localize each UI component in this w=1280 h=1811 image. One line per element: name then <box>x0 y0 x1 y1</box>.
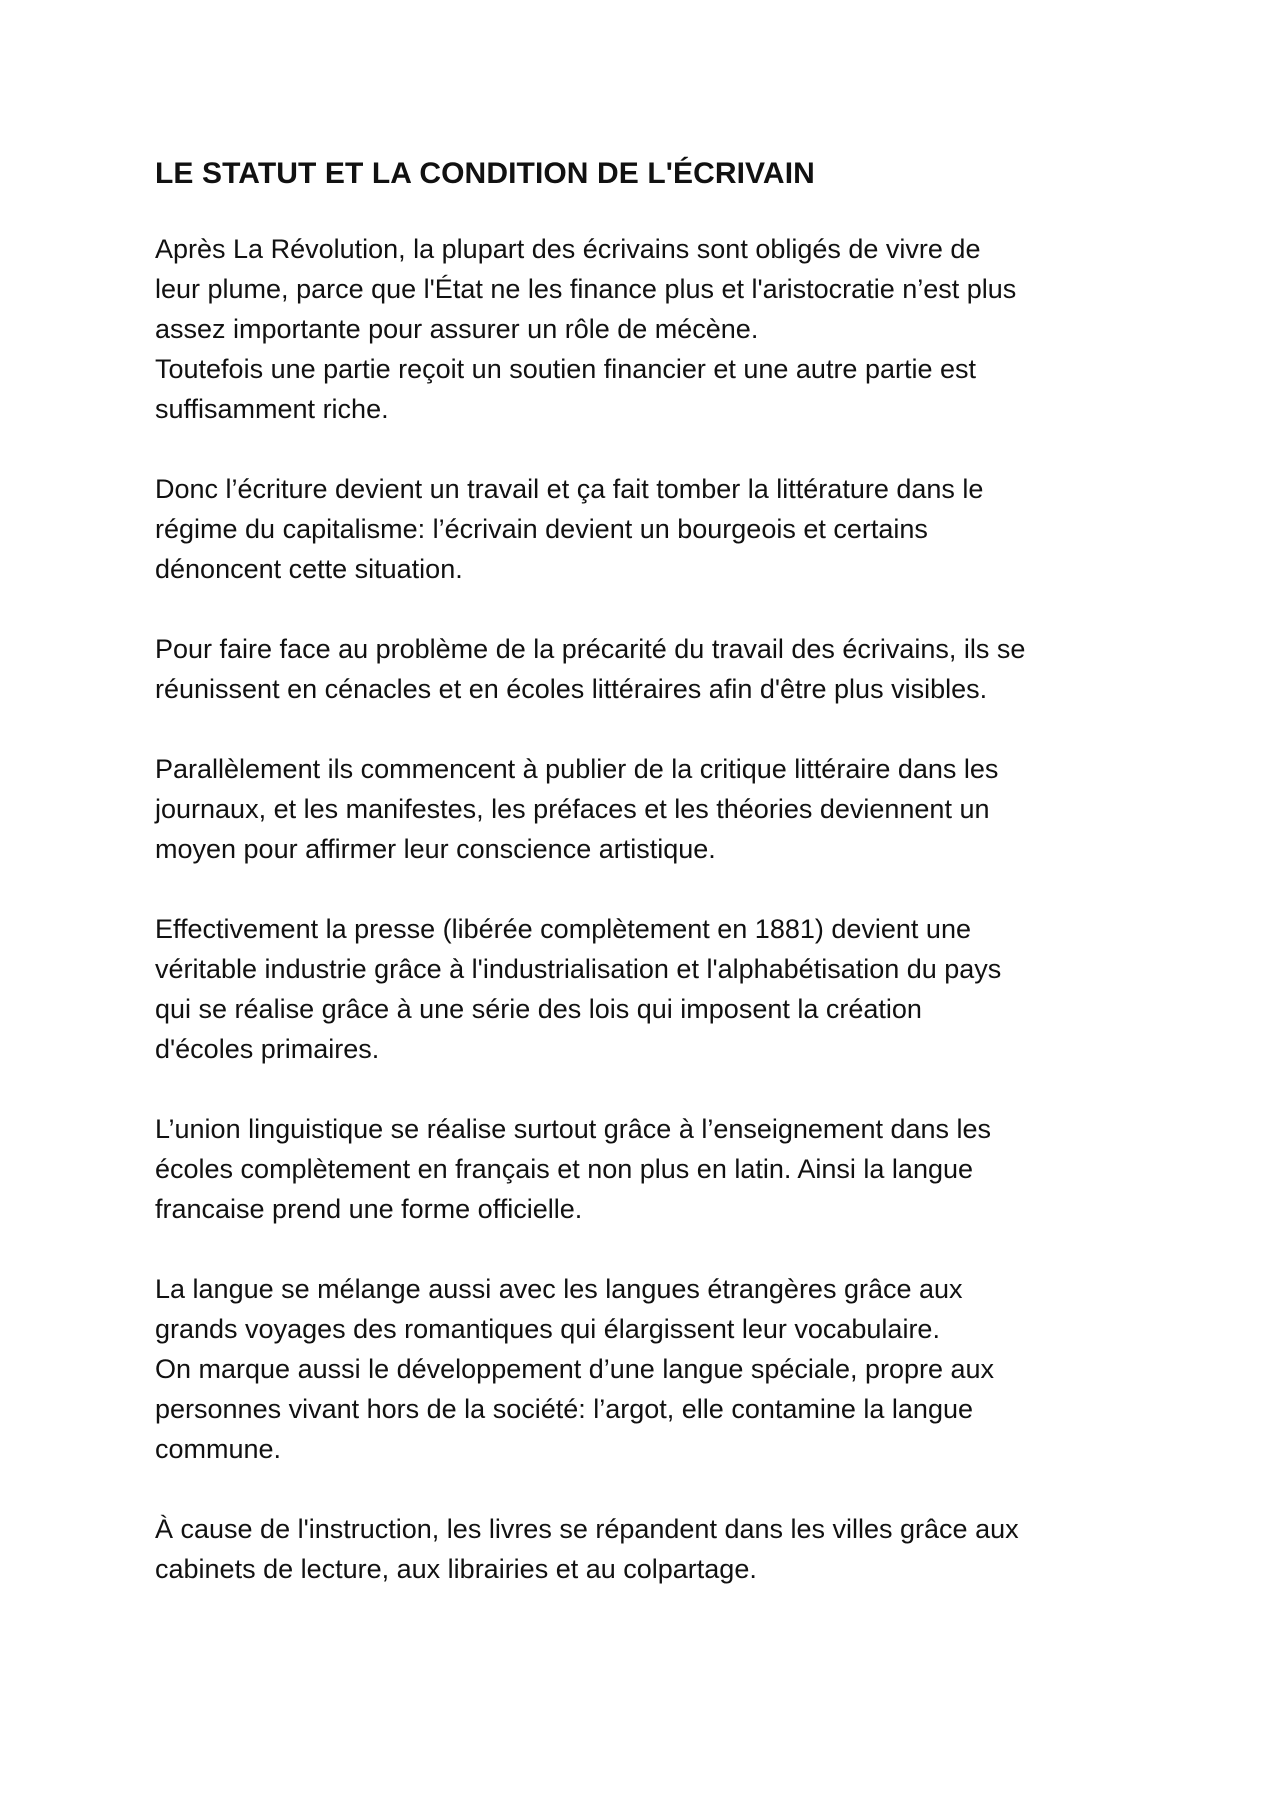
paragraph-line: Après La Révolution, la plupart des écrivains sont obligés de vivre de <box>155 234 981 264</box>
paragraph-line: À cause de l'instruction, les livres se répandent dans les villes grâce aux <box>155 1514 1019 1544</box>
paragraph-line: assez importante pour assurer un rôle de mécène. <box>155 314 759 344</box>
paragraph-line: leur plume, parce que l'État ne les finance plus et l'aristocratie n’est plus <box>155 274 1017 304</box>
paragraph-5 <box>155 909 1155 1069</box>
paragraph-line: L’union linguistique se réalise surtout grâce à l’enseignement dans les <box>155 1114 992 1144</box>
paragraph-line: Parallèlement ils commencent à publier de la critique littéraire dans les <box>155 754 999 784</box>
paragraph-1 <box>155 229 1155 429</box>
paragraph-6 <box>155 1109 1155 1229</box>
paragraph-line: véritable industrie grâce à l'industrialisation et l'alphabétisation du pays <box>155 954 1002 984</box>
paragraph-line: Donc l’écriture devient un travail et ça fait tomber la littérature dans le <box>155 474 984 504</box>
paragraph-line: On marque aussi le développement d’une langue spéciale, propre aux <box>155 1354 995 1384</box>
paragraph-line: francaise prend une forme officielle. <box>155 1194 583 1224</box>
paragraph-line: écoles complètement en français et non plus en latin. Ainsi la langue <box>155 1154 974 1184</box>
paragraph-7 <box>155 1269 1155 1469</box>
paragraph-line: suffisamment riche. <box>155 394 389 424</box>
paragraph-line: moyen pour affirmer leur conscience artistique. <box>155 834 716 864</box>
paragraph-line: Toutefois une partie reçoit un soutien financier et une autre partie est <box>155 354 977 384</box>
paragraph-line: commune. <box>155 1434 282 1464</box>
document-page <box>155 155 1155 1629</box>
paragraph-line: La langue se mélange aussi avec les langues étrangères grâce aux <box>155 1274 963 1304</box>
paragraph-line: réunissent en cénacles et en écoles littéraires afin d'être plus visibles. <box>155 674 988 704</box>
paragraph-line: grands voyages des romantiques qui élargissent leur vocabulaire. <box>155 1314 940 1344</box>
paragraph-line: d'écoles primaires. <box>155 1034 380 1064</box>
paragraph-line: Pour faire face au problème de la précarité du travail des écrivains, ils se <box>155 634 1026 664</box>
paragraph-4 <box>155 749 1155 869</box>
paragraph-line: qui se réalise grâce à une série des lois qui imposent la création <box>155 994 922 1024</box>
paragraph-line: Effectivement la presse (libérée complètement en 1881) devient une <box>155 914 971 944</box>
paragraph-line: personnes vivant hors de la société: l’argot, elle contamine la langue <box>155 1394 973 1424</box>
paragraph-line: cabinets de lecture, aux librairies et au colpartage. <box>155 1554 757 1584</box>
paragraph-8 <box>155 1509 1155 1589</box>
document-title: LE STATUT ET LA CONDITION DE L'ÉCRIVAIN <box>155 157 815 190</box>
paragraph-3 <box>155 629 1155 709</box>
paragraph-line: journaux, et les manifestes, les préfaces et les théories deviennent un <box>155 794 990 824</box>
paragraph-2 <box>155 469 1155 589</box>
paragraph-line: régime du capitalisme: l’écrivain devient un bourgeois et certains <box>155 514 928 544</box>
paragraph-line: dénoncent cette situation. <box>155 554 463 584</box>
